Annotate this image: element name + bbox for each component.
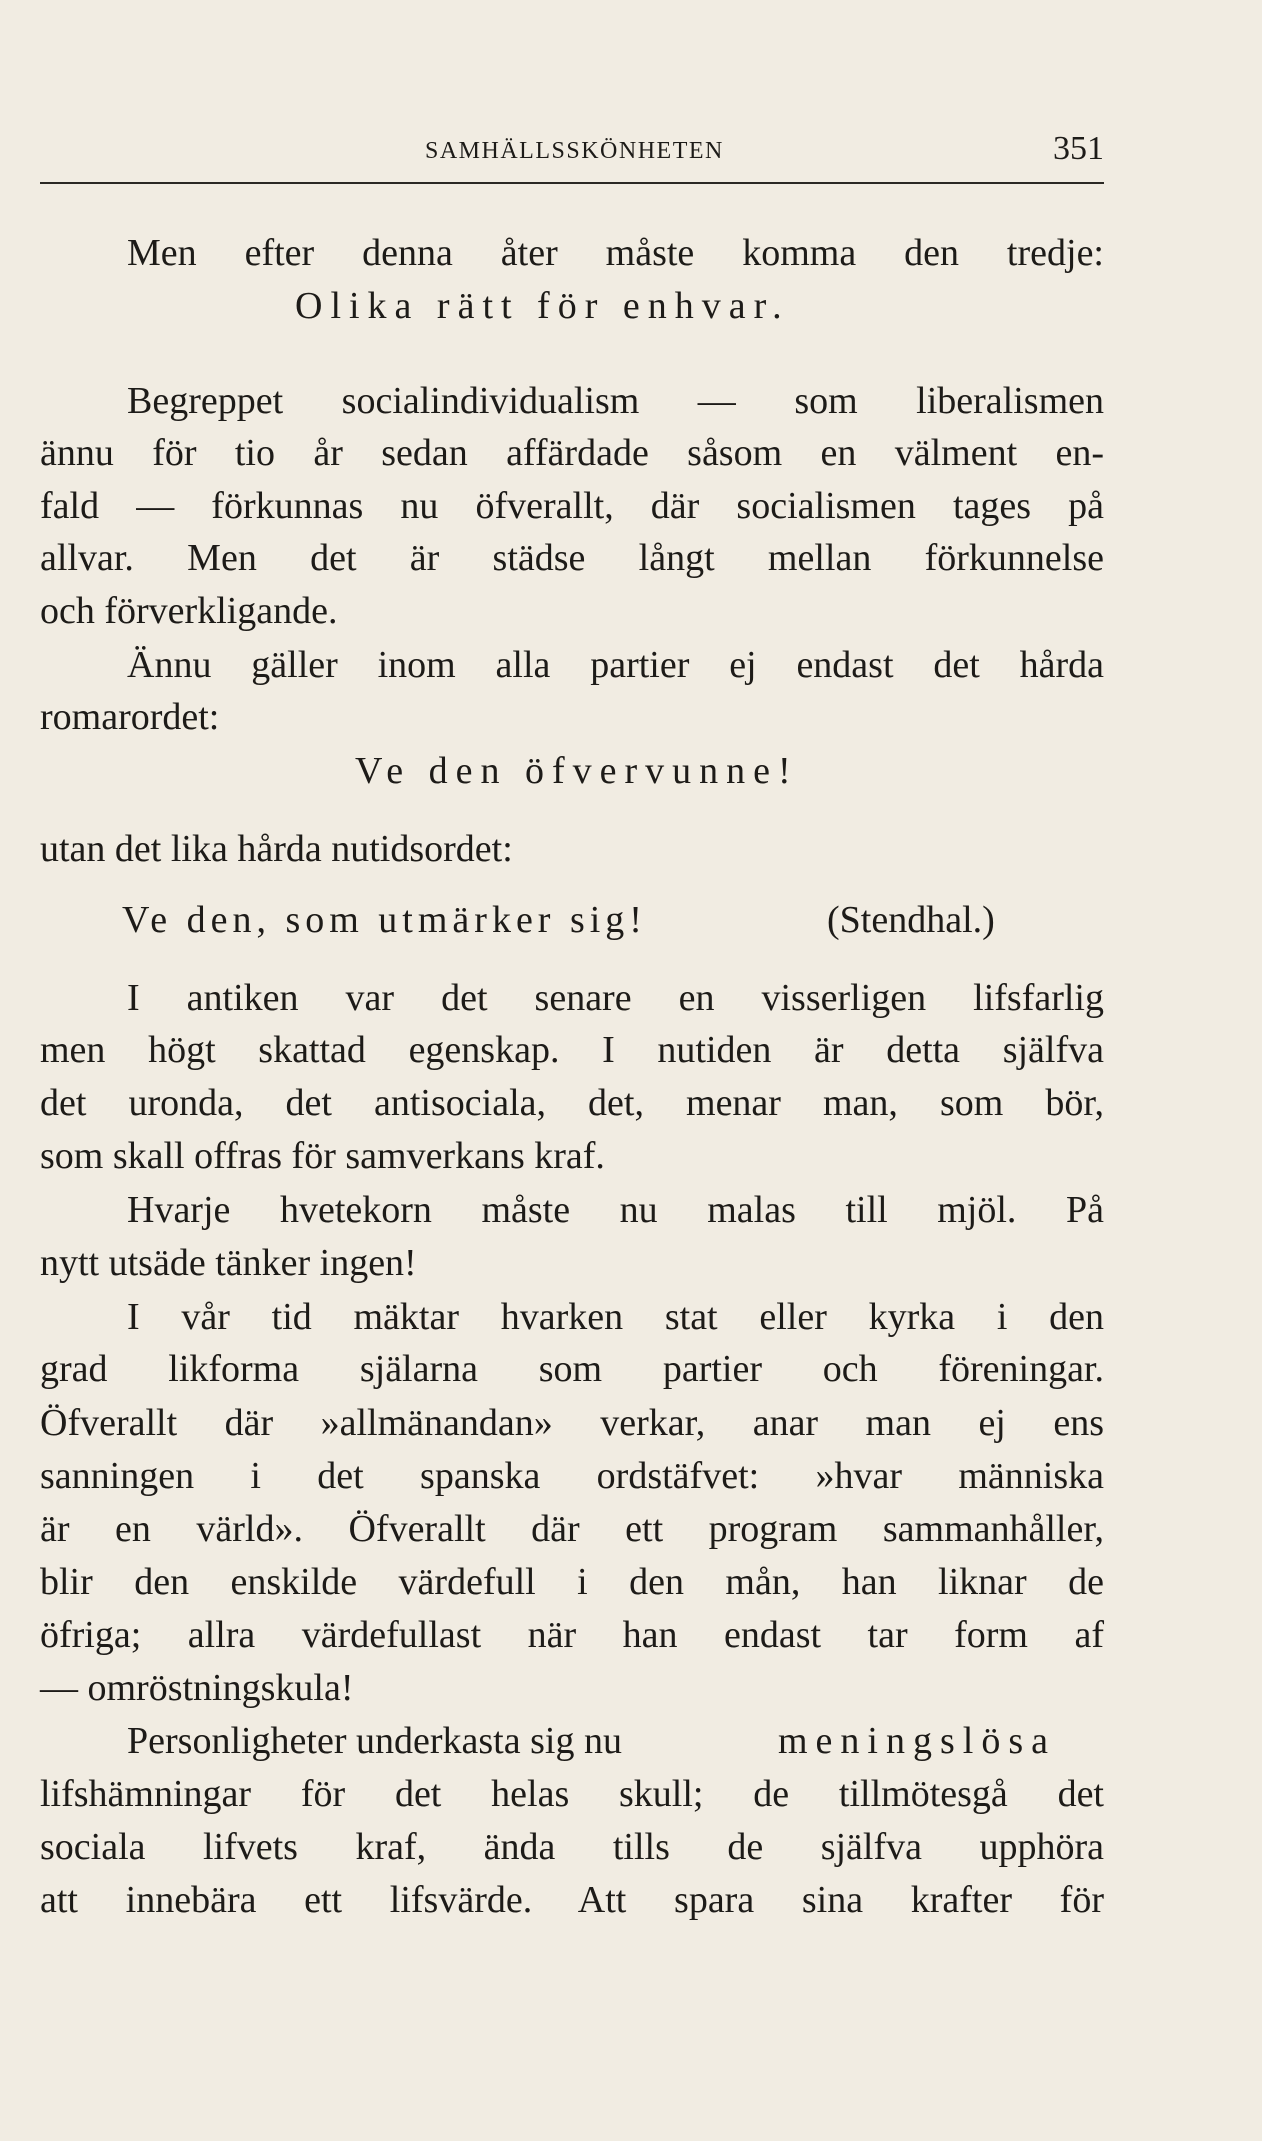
text-line: romarordet: xyxy=(40,696,220,738)
text-line-citation: (Stendhal.) xyxy=(827,899,995,941)
text-line: att innebära ett lifsvärde. Att spara sina krafter för xyxy=(40,1879,1104,1921)
text-line: Begreppet socialindividualism — som liberalismen xyxy=(127,380,1104,422)
text-line: fald — förkunnas nu öfverallt, där socialismen tages på xyxy=(40,485,1104,527)
text-line: grad likforma själarna som partier och föreningar. xyxy=(40,1348,1104,1390)
text-line: är en värld». Öfverallt där ett program sammanhåller, xyxy=(40,1508,1104,1550)
page-number: 351 xyxy=(1053,130,1104,167)
text-line: Hvarje hvetekorn måste nu malas till mjöl. På xyxy=(127,1189,1104,1231)
header-rule xyxy=(40,182,1104,184)
running-head: SAMHÄLLSSKÖNHETEN xyxy=(425,138,724,164)
text-line: Men efter denna åter måste komma den tredje: xyxy=(127,232,1104,274)
text-line: Ännu gäller inom alla partier ej endast det hårda xyxy=(127,644,1104,686)
text-line-spaced: Ve den öfvervunne! xyxy=(355,750,799,792)
text-line: sociala lifvets kraf, ända tills de själfva upphöra xyxy=(40,1826,1104,1868)
text-line: I antiken var det senare en visserligen lifsfarlig xyxy=(127,977,1104,1019)
text-line: som skall offras för samverkans kraf. xyxy=(40,1135,605,1177)
text-line-emphasis: meningslösa xyxy=(778,1720,1056,1762)
text-line: sanningen i det spanska ordstäfvet: »hvar människa xyxy=(40,1455,1104,1497)
text-line: öfriga; allra värdefullast när han endast tar form af xyxy=(40,1614,1104,1656)
text-line: det uronda, det antisociala, det, menar man, som bör, xyxy=(40,1082,1104,1124)
text-line: allvar. Men det är städse långt mellan förkunnelse xyxy=(40,537,1104,579)
text-line: lifshämningar för det helas skull; de tillmötesgå det xyxy=(40,1773,1104,1815)
text-line: blir den enskilde värdefull i den mån, han liknar de xyxy=(40,1561,1104,1603)
text-line: I vår tid mäktar hvarken stat eller kyrka i den xyxy=(127,1296,1104,1338)
text-line-spaced: Olika rätt för enhvar. xyxy=(295,285,790,327)
text-line: ännu för tio år sedan affärdade såsom en välment en- xyxy=(40,432,1104,474)
page-header xyxy=(40,130,1104,170)
text-line: — omröstningskula! xyxy=(40,1667,354,1709)
text-line: utan det lika hårda nutidsordet: xyxy=(40,828,513,870)
text-line-spaced: Ve den, som utmärker sig! xyxy=(122,899,647,941)
text-line: Personligheter underkasta sig nu xyxy=(127,1720,622,1762)
text-line: nytt utsäde tänker ingen! xyxy=(40,1242,417,1284)
text-line: Öfverallt där »allmänandan» verkar, anar man ej ens xyxy=(40,1402,1104,1444)
text-line: men högt skattad egenskap. I nutiden är detta själfva xyxy=(40,1029,1104,1071)
text-line: och förverkligande. xyxy=(40,590,338,632)
